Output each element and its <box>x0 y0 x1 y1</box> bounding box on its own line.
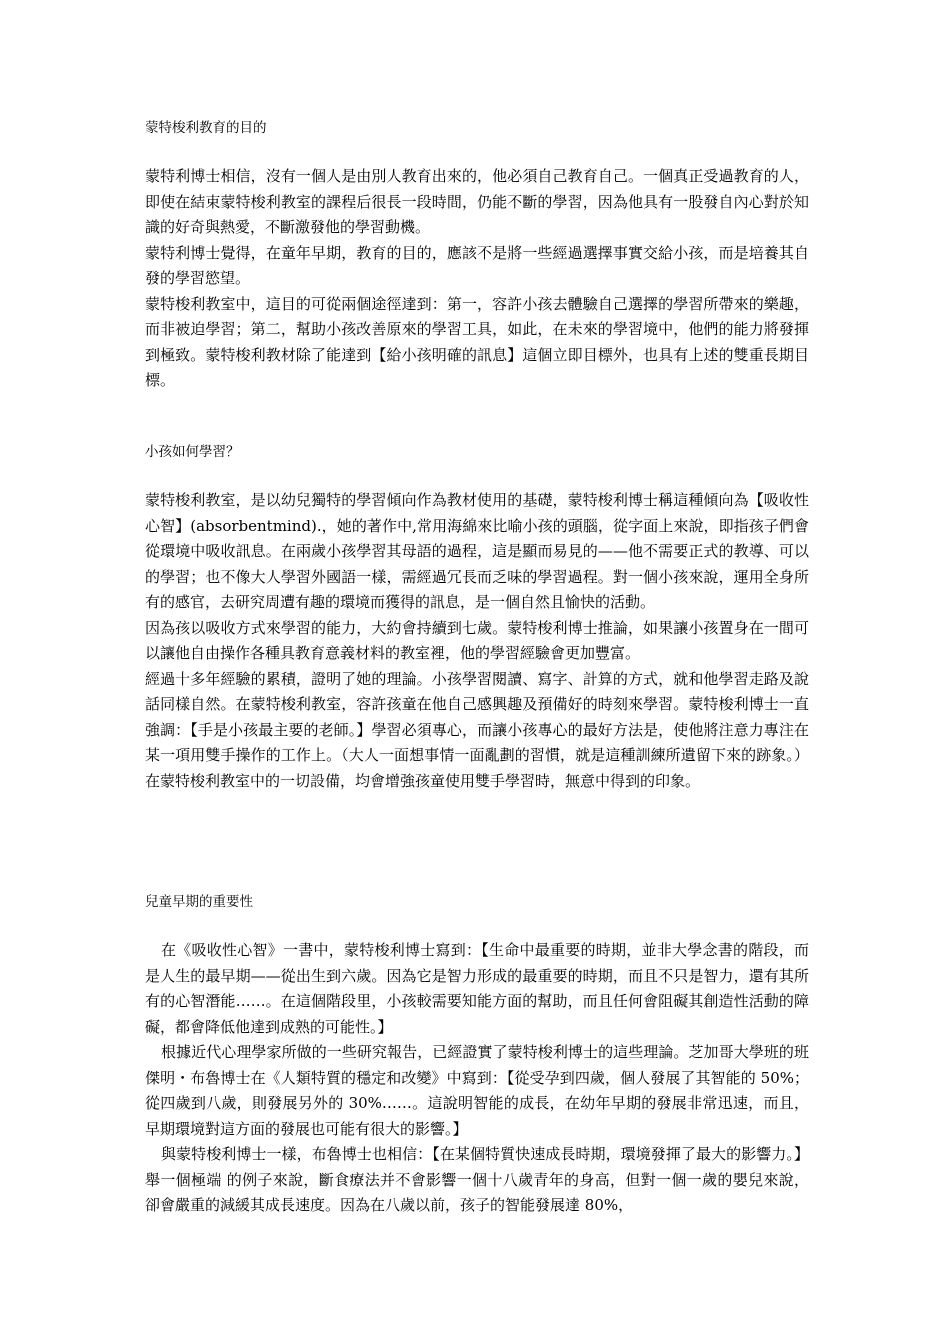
paragraph: 因為孩以吸收方式來學習的能力，大約會持續到七歲。蒙特梭利博士推論，如果讓小孩置身在一間可以讓他自由操作各種具教育意義材料的教室裡，他的學習經驗會更加豐富。 <box>145 618 809 662</box>
section-heading-early-childhood: 兒童早期的重要性 <box>145 894 253 910</box>
paragraph: 蒙特利博士覺得，在童年早期，教育的目的，應該不是將一些經過選擇事實交給小孩，而是培養其自發的學習慾望。 <box>145 243 809 287</box>
paragraph: 與蒙特梭利博士一樣，布魯博士也相信：【在某個特質快速成長時期，環境發揮了最大的影響力。】舉一個極端 的例子來說，斷食療法并不會影響一個十八歲青年的身高，但對一個一歲的嬰兒來說，卻會嚴重的減緩其成長速度。因為在八歲以前，孩子的智能發展達 80%， <box>145 1145 809 1214</box>
paragraph: 根據近代心理學家所做的一些研究報告，已經證實了蒙特梭利博士的這些理論。芝加哥大學班的班傑明・布魯博士在《人類特質的穩定和改變》中寫到：【從受孕到四歲，個人發展了其智能的 50%；從四歲到八歲，則發展另外的 30%……。這說明智能的成長，在幼年早期的發展非常迅速，而且，早期環境對這方面的發展也可能有很大的影響。】 <box>145 1043 809 1138</box>
section-heading-purpose: 蒙特梭利教育的目的 <box>145 120 267 136</box>
section-heading-how-children-learn: 小孩如何學習？ <box>145 444 240 460</box>
paragraph: 蒙特利博士相信，沒有一個人是由別人教育出來的，他必須自己教育自己。一個真正受過教育的人，即使在結束蒙特梭利教室的課程后很長一段時間，仍能不斷的學習，因為他具有一股發自內心對於知識的好奇與熱愛，不斷激發他的學習動機。 <box>145 167 809 236</box>
paragraph: 蒙特梭利教室，是以幼兒獨特的學習傾向作為教材使用的基礎，蒙特梭利博士稱這種傾向為【吸收性心智】(absorbentmind).，她的著作中,常用海綿來比喻小孩的頭腦，從字面上來說，即指孩子們會從環境中吸收訊息。在兩歲小孩學習其母語的過程，這是顯而易見的——他不需要正式的教導、可以的學習；也不像大人學習外國語一樣，需經過冗長而乏味的學習過程。對一個小孩來說，運用全身所有的感官，去研究周遭有趣的環境而獲得的訊息，是一個自然且愉快的活動。 <box>145 491 809 611</box>
section-body-early-childhood <box>145 938 809 1219</box>
section-body-purpose <box>145 164 809 394</box>
paragraph: 蒙特梭利教室中，這目的可從兩個途徑達到：第一，容許小孩去體驗自己選擇的學習所帶來的樂趣，而非被迫學習；第二，幫助小孩改善原來的學習工具，如此，在未來的學習境中，他們的能力將發揮到極致。蒙特梭利教材除了能達到【給小孩明確的訊息】這個立即目標外，也具有上述的雙重長期目標。 <box>145 294 809 389</box>
paragraph: 經過十多年經驗的累積，證明了她的理論。小孩學習閱讀、寫字、計算的方式，就和他學習走路及說話同樣自然。在蒙特梭利教室，容許孩童在他自己感興趣及預備好的時刻來學習。蒙特梭利博士一直強調：【手是小孩最主要的老師。】學習必須專心，而讓小孩專心的最好方法是，使他將注意力專注在某一項用雙手操作的工作上。（大人一面想事情一面亂劃的習慣，就是這種訓練所遺留下來的跡象。）在蒙特梭利教室中的一切設備，均會增強孩童使用雙手學習時，無意中得到的印象。 <box>145 669 809 790</box>
paragraph: 在《吸收性心智》一書中，蒙特梭利博士寫到：【生命中最重要的時期，並非大學念書的階段，而是人生的最早期——從出生到六歲。因為它是智力形成的最重要的時期，而且不只是智力，還有其所有的心智潛能……。在這個階段里，小孩較需要知能方面的幫助，而且任何會阻礙其創造性活動的障礙，都會降低他達到成熟的可能性。】 <box>145 941 809 1036</box>
section-body-how-children-learn <box>145 488 809 794</box>
